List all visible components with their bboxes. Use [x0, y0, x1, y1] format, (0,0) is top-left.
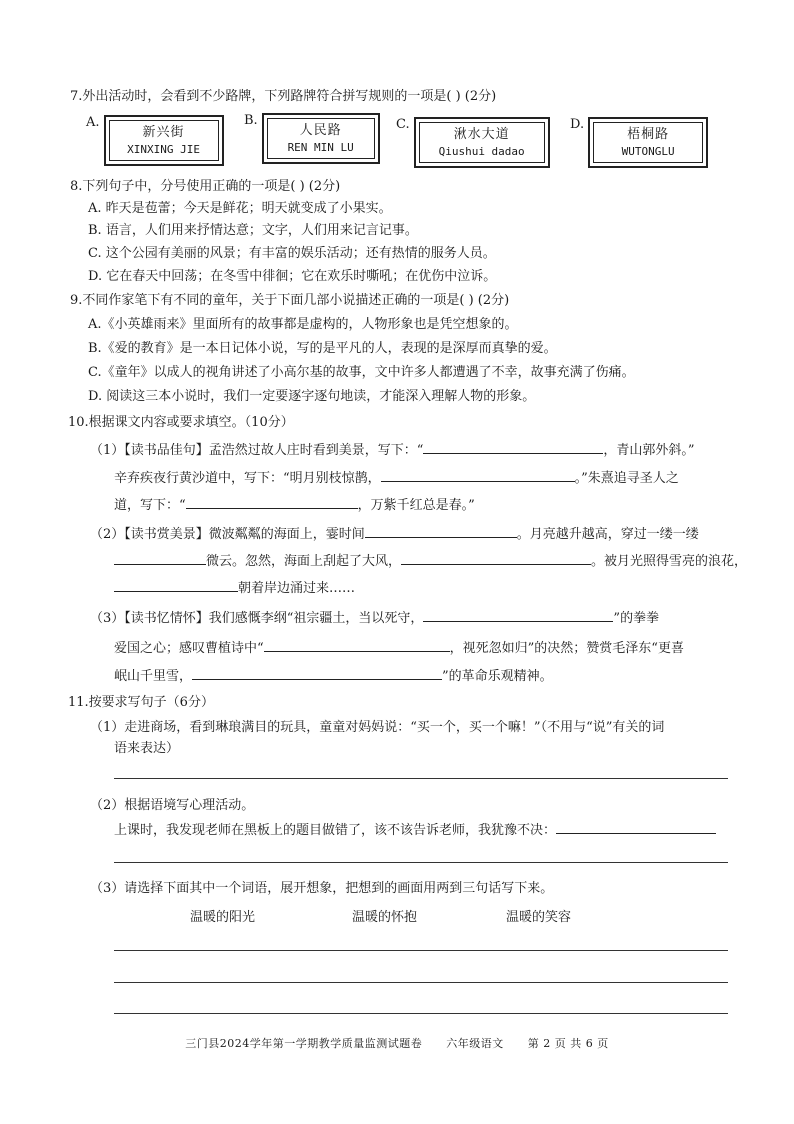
road-sign-chinese: 人民路 [299, 123, 342, 138]
text: （3）【读书忆情怀】我们感慨李纲“祖宗疆土，当以死守， [90, 611, 424, 626]
q9-option-d[interactable]: D. 阅读这三本小说时，我们一定要逐字逐句地读，才能深入理解人物的形象。 [88, 389, 536, 404]
road-sign-pinyin: WUTONGLU [621, 145, 675, 158]
road-sign-chinese: 新兴街 [142, 125, 185, 140]
q10-part2-line2 [114, 551, 747, 571]
text: 爱国之心；感叹曹植诗中“ [114, 641, 264, 656]
fill-blank[interactable] [114, 551, 206, 565]
fill-blank[interactable] [423, 608, 613, 622]
q10-part1-line3 [114, 495, 475, 515]
text: （2）【读书赏美景】微波粼粼的海面上，霎时间 [90, 527, 365, 542]
text: 。月亮越升越高，穿过一缕一缕 [516, 527, 699, 542]
answer-line[interactable] [114, 1013, 728, 1014]
page-number: 第 2 页 共 6 页 [527, 1037, 609, 1050]
q10-part2-line1 [90, 524, 699, 544]
q7-stem: 7.外出活动时，会看到不少路牌，下列路牌符合拼写规则的一项是( ) (2分) [70, 89, 497, 104]
text: ，视死忽如归”的决然；赞赏毛泽东“更喜 [449, 641, 684, 656]
exam-title: 三门县2024学年第一学期教学质量监测试题卷 [185, 1037, 423, 1050]
road-sign-chinese: 湫水大道 [453, 127, 510, 142]
q10-part1-line1 [90, 440, 695, 460]
fill-blank[interactable] [423, 440, 603, 454]
road-sign [262, 113, 380, 164]
text: 微云。忽然，海面上刮起了大风， [206, 554, 402, 569]
fill-blank[interactable] [264, 638, 450, 652]
q7-option-a[interactable] [86, 115, 224, 166]
road-sign-pinyin: XINXING JIE [127, 143, 200, 156]
text: 上课时，我发现老师在黑板上的题目做错了，该不该告诉老师，我犹豫不决： [114, 823, 557, 838]
text: 朝着岸边涌过来…… [238, 581, 356, 596]
q9-option-b[interactable]: B.《爱的教育》是一本日记体小说，写的是平凡的人，表现的是深厚而真挚的爱。 [88, 341, 557, 356]
q8-option-b[interactable]: B. 语言，人们用来抒情达意；文字，人们用来记言记事。 [88, 223, 418, 238]
answer-line[interactable] [114, 982, 728, 983]
q10-part3-line2 [114, 638, 684, 658]
fill-blank[interactable] [556, 820, 716, 834]
option-letter: A. [86, 115, 100, 130]
q10-part3-line1 [90, 608, 659, 628]
q10-part2-line3 [114, 578, 355, 598]
q8-stem: 8.下列句子中，分号使用正确的一项是( ) (2分) [70, 179, 341, 194]
word-choice-embrace[interactable]: 温暖的怀抱 [352, 910, 418, 925]
text: 道，写下：“ [114, 498, 186, 513]
q9-option-a[interactable]: A.《小英雄雨来》里面所有的故事都是虚构的，人物形象也是凭空想象的。 [88, 317, 518, 332]
q7-option-d[interactable] [570, 117, 708, 168]
q11-stem: 11.按要求写句子（6分） [68, 695, 214, 710]
q11-part1-prompt-cont: 语来表达） [114, 741, 180, 756]
q8-option-a[interactable]: A. 昨天是苞蕾；今天是鲜花；明天就变成了小果实。 [88, 201, 392, 216]
fill-blank[interactable] [365, 524, 517, 538]
q11-part1-prompt: （1）走进商场，看到琳琅满目的玩具，童童对妈妈说：“买一个，买一个嘛！”（不用与“说”有关的词 [90, 720, 665, 735]
answer-line[interactable] [114, 862, 728, 863]
q8-option-c[interactable]: C. 这个公园有美丽的风景；有丰富的娱乐活动；还有热情的服务人员。 [88, 246, 496, 261]
word-choice-smile[interactable]: 温暖的笑容 [506, 910, 572, 925]
road-sign-pinyin: Qiushui dadao [438, 145, 525, 158]
text: ，青山郭外斜。” [603, 443, 695, 458]
q7-option-c[interactable] [396, 117, 550, 168]
text: 辛弃疾夜行黄沙道中，写下：“明月别枝惊鹊， [114, 471, 381, 486]
fill-blank[interactable] [381, 468, 575, 482]
road-sign [414, 117, 550, 168]
text: 。被月光照得雪亮的浪花， [591, 554, 748, 569]
q8-option-d[interactable]: D. 它在春天中回荡；在冬雪中徘徊；它在欢乐时嘶吼；在优伤中泣诉。 [88, 269, 497, 284]
text: （1）【读书品佳句】孟浩然过故人庄时看到美景，写下：“ [90, 443, 424, 458]
q11-part2-context [114, 820, 716, 840]
text: ”的拳拳 [613, 611, 660, 626]
q9-stem: 9.不同作家笔下有不同的童年，关于下面几部小说描述正确的一项是( ) (2分) [70, 293, 510, 308]
option-letter: D. [570, 117, 585, 132]
text: 岷山千里雪， [114, 669, 193, 684]
road-sign [104, 115, 224, 166]
word-choice-sunshine[interactable]: 温暖的阳光 [190, 910, 256, 925]
option-letter: C. [396, 117, 410, 132]
fill-blank[interactable] [401, 551, 591, 565]
q11-part3-prompt: （3）请选择下面其中一个词语，展开想象，把想到的画面用两到三句话写下来。 [90, 881, 554, 896]
road-sign-chinese: 梧桐路 [627, 127, 670, 142]
q7-option-b[interactable] [244, 113, 380, 164]
road-sign-pinyin: REN MIN LU [287, 141, 354, 154]
q11-part2-prompt: （2）根据语境写心理活动。 [90, 798, 255, 813]
answer-line[interactable] [114, 778, 728, 779]
text: ”的革命乐观精神。 [442, 669, 553, 684]
q10-part1-line2 [114, 468, 679, 488]
text: ，万紫千红总是春。” [357, 498, 475, 513]
option-letter: B. [244, 113, 258, 128]
subject-label: 六年级语文 [446, 1037, 504, 1050]
q10-stem: 10.根据课文内容或要求填空。（10分） [68, 415, 294, 430]
fill-blank[interactable] [186, 495, 358, 509]
q9-option-c[interactable]: C.《童年》以成人的视角讲述了小高尔基的故事，文中许多人都遭遇了不幸，故事充满了伤痛。 [88, 365, 635, 380]
q10-part3-line3 [114, 666, 553, 686]
fill-blank[interactable] [114, 578, 238, 592]
page-footer [0, 1035, 794, 1051]
answer-line[interactable] [114, 950, 728, 951]
fill-blank[interactable] [192, 666, 442, 680]
road-sign [588, 117, 708, 168]
text: 。”朱熹追寻圣人之 [574, 471, 679, 486]
